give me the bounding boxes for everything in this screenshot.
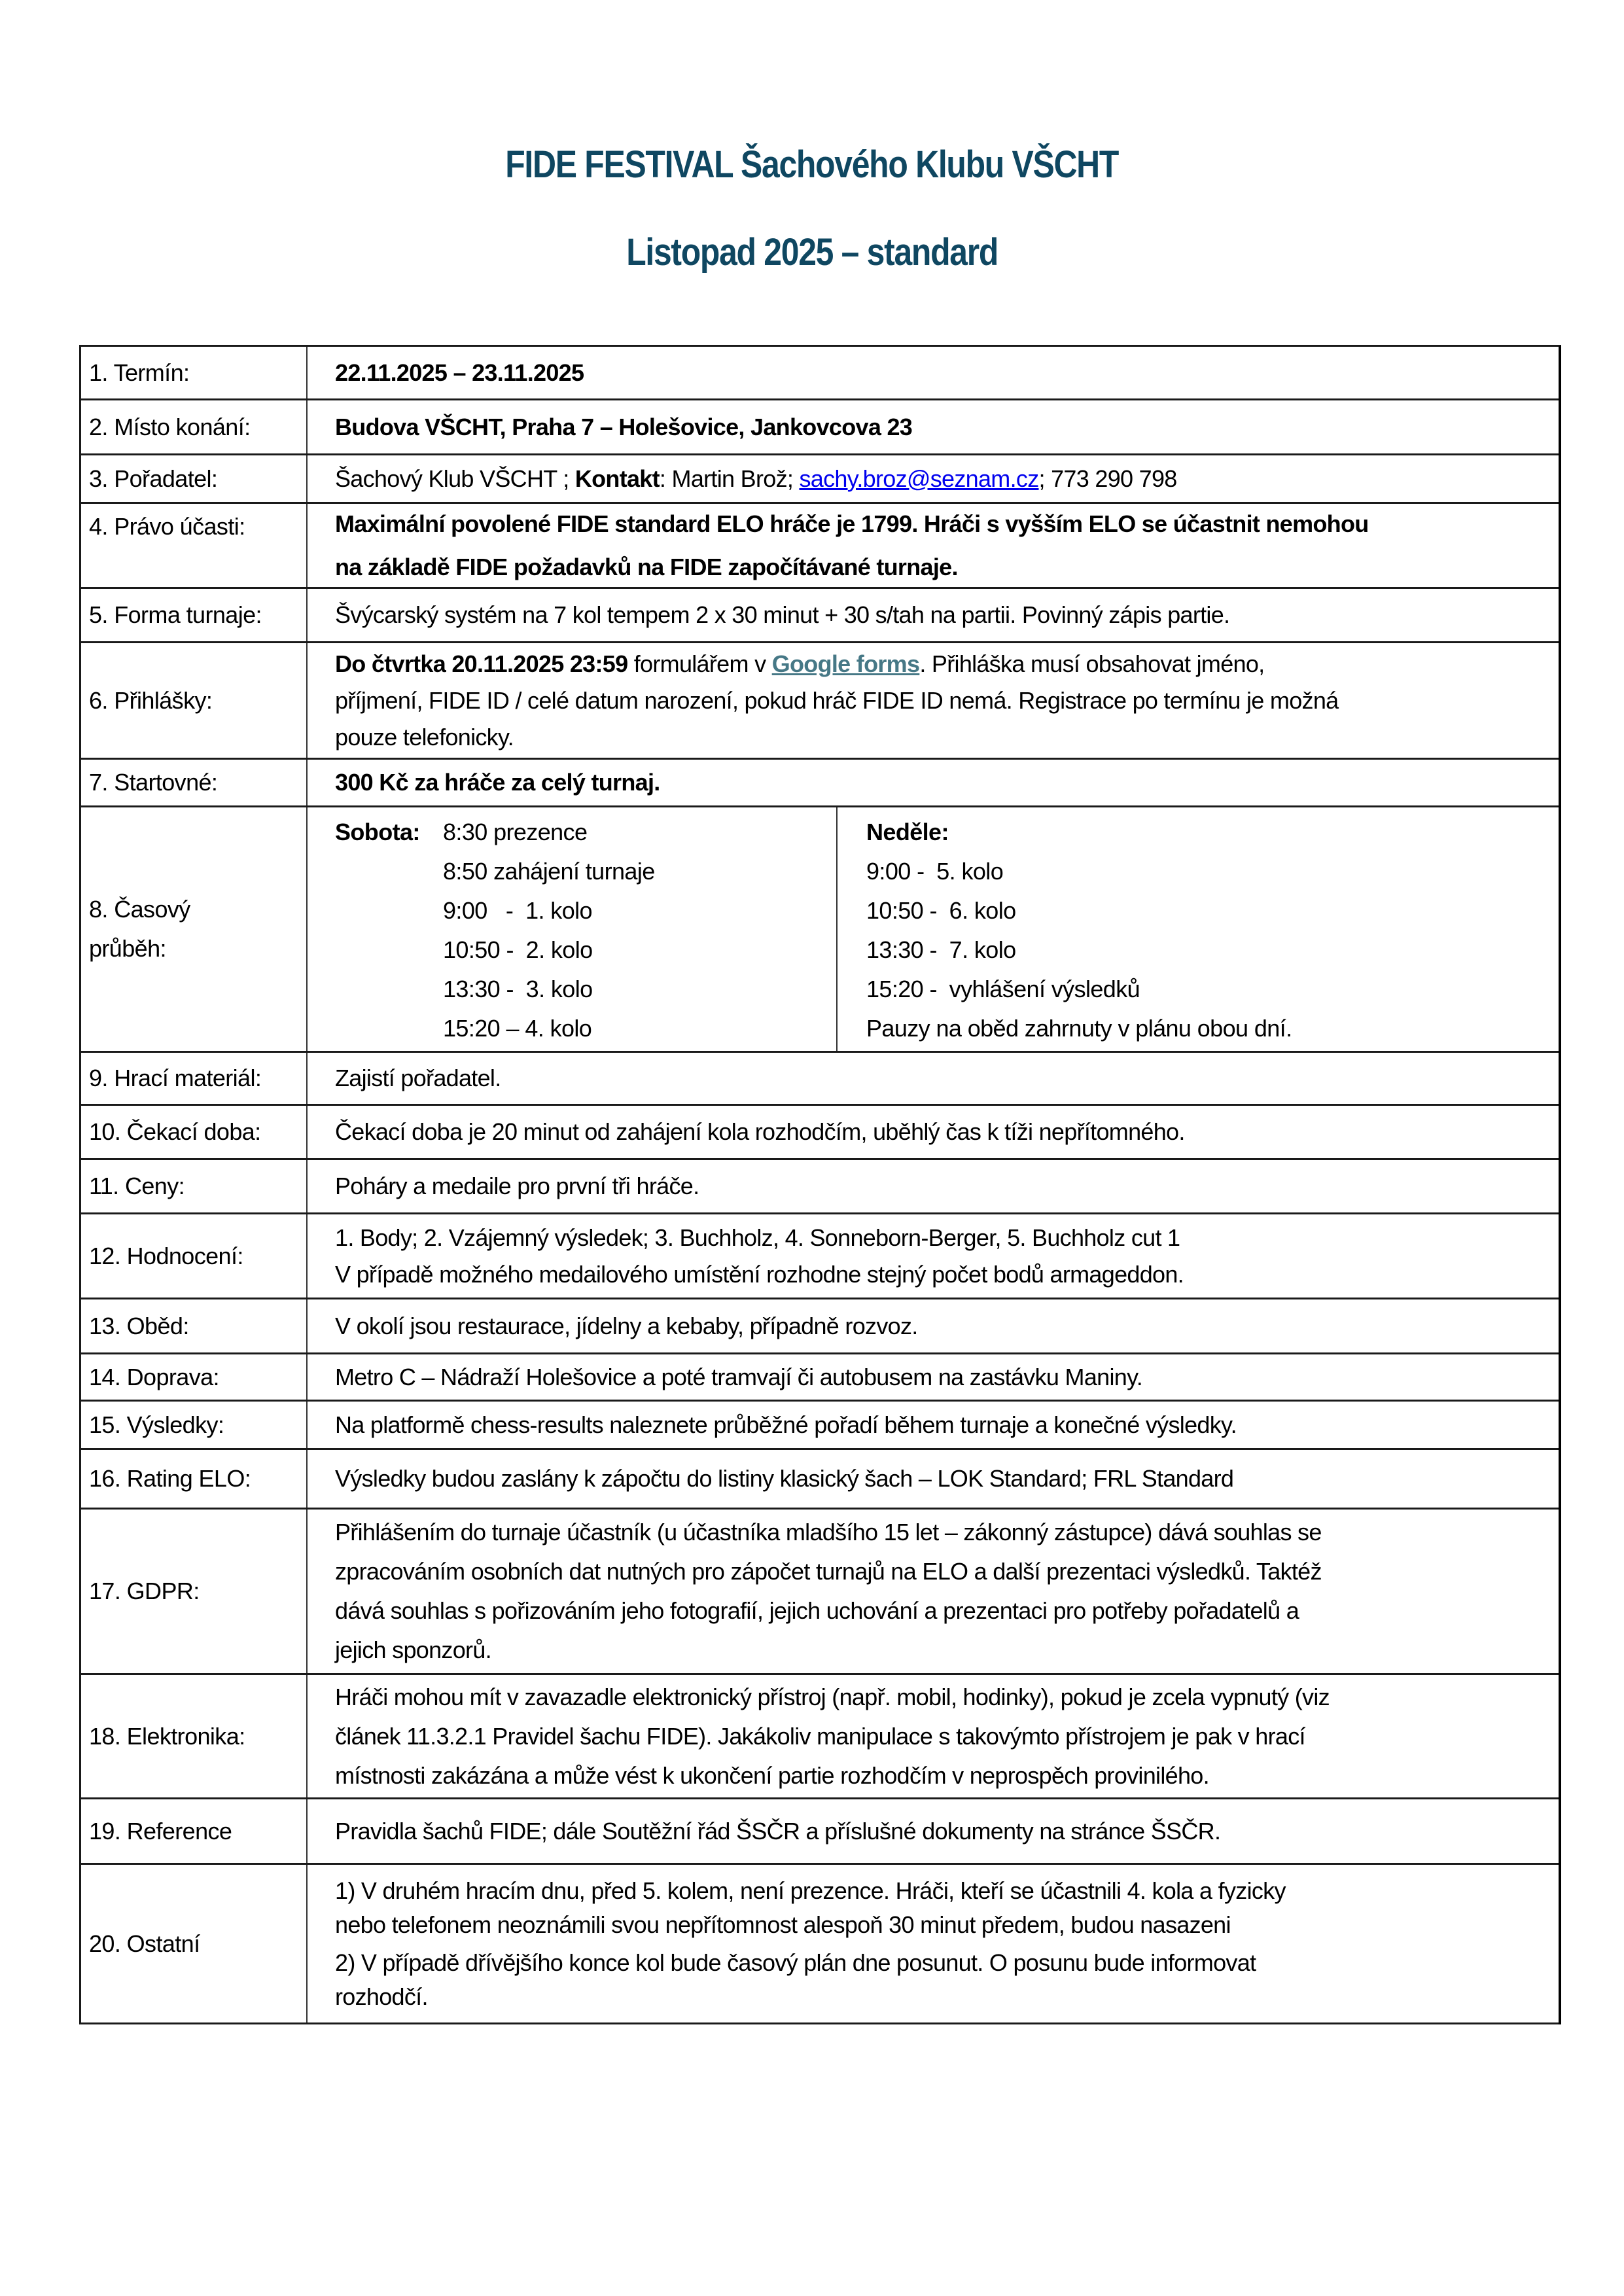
table-row-termin xyxy=(81,347,1559,400)
table-row-entry-fee xyxy=(81,760,1559,807)
row-value xyxy=(308,1450,1559,1508)
schedule-label-line: 8. Časový xyxy=(89,896,190,923)
table-row-eligibility xyxy=(81,504,1559,589)
electronics-line: místnosti zakázána a může vést k ukončení partie rozhodčím v neprospěch provinilého. xyxy=(335,1761,1209,1789)
rating-text: Výsledky budou zaslány k zápočtu do listiny klasický šach – LOK Standard; FRL Standard xyxy=(335,1465,1234,1492)
gdpr-line: zpracováním osobních dat nutných pro zápočet turnajů na ELO a další prezentaci výsledků. Taktéž xyxy=(335,1558,1322,1585)
tiebreak-line: 1. Body; 2. Vzájemný výsledek; 3. Buchholz, 4. Sonneborn-Berger, 5. Buchholz cut 1 xyxy=(335,1224,1180,1251)
schedule-item: 15:20 - vyhlášení výsledků xyxy=(866,976,1140,1002)
row-value xyxy=(308,1354,1559,1400)
schedule-time: 10:50 - 2. kolo xyxy=(443,936,593,963)
row-label xyxy=(81,807,308,1051)
row-value xyxy=(308,455,1559,502)
row-value xyxy=(308,1053,1559,1104)
table-row-waiting-time xyxy=(81,1106,1559,1160)
table-row-gdpr xyxy=(81,1510,1559,1675)
row-value xyxy=(308,1402,1559,1448)
schedule-saturday xyxy=(308,807,838,1051)
registration-via: formulářem v xyxy=(627,650,772,677)
google-forms-link[interactable]: Google forms xyxy=(771,650,920,677)
schedule-item xyxy=(335,813,836,852)
schedule-item xyxy=(335,891,836,930)
prizes-text: Poháry a medaile pro první tři hráče. xyxy=(335,1173,699,1199)
schedule-item xyxy=(335,970,836,1009)
registration-requirements: . Přihláška musí obsahovat jméno, xyxy=(919,650,1265,677)
row-label: 19. Reference xyxy=(81,1799,308,1863)
row-label: 13. Oběd: xyxy=(81,1299,308,1352)
date-range: 22.11.2025 – 23.11.2025 xyxy=(335,359,584,386)
table-row-rating xyxy=(81,1450,1559,1510)
row-value xyxy=(308,1675,1559,1797)
email-link[interactable]: sachy.broz@seznam.cz xyxy=(799,465,1039,492)
row-label: 16. Rating ELO: xyxy=(81,1450,308,1508)
equipment-text: Zajistí pořadatel. xyxy=(335,1065,501,1091)
table-row-venue xyxy=(81,400,1559,455)
schedule xyxy=(308,807,1559,1051)
table-row-transport xyxy=(81,1354,1559,1402)
eligibility-line: Maximální povolené FIDE standard ELO hráče je 1799. Hráči s vyšším ELO se účastnit nemohou xyxy=(335,510,1369,537)
row-label: 2. Místo konání: xyxy=(81,400,308,453)
contact-label: Kontakt xyxy=(574,465,660,492)
row-label: 14. Doprava: xyxy=(81,1354,308,1400)
schedule-item xyxy=(335,1009,836,1048)
schedule-time: 15:20 – 4. kolo xyxy=(443,1015,592,1042)
row-label: 17. GDPR: xyxy=(81,1510,308,1673)
waiting-time-text: Čekací doba je 20 minut od zahájení kola rozhodčím, uběhlý čas k tíži nepřítomného. xyxy=(335,1118,1185,1145)
organizer-name: Šachový Klub VŠCHT ; xyxy=(335,465,575,492)
row-label: 4. Právo účasti: xyxy=(81,504,308,587)
schedule-item: 9:00 - 5. kolo xyxy=(866,858,1004,885)
schedule-time: 8:50 zahájení turnaje xyxy=(443,858,655,885)
document-title xyxy=(0,143,1624,186)
table-row-lunch xyxy=(81,1299,1559,1354)
schedule-item: 13:30 - 7. kolo xyxy=(866,936,1016,963)
row-value xyxy=(308,643,1559,758)
row-value xyxy=(308,1510,1559,1673)
row-value xyxy=(308,1160,1559,1212)
table-row-reference xyxy=(81,1799,1559,1865)
table-row-prizes xyxy=(81,1160,1559,1214)
table-row-registration xyxy=(81,643,1559,760)
format-text: Švýcarský systém na 7 kol tempem 2 x 30 minut + 30 s/tah na partii. Povinný zápis partie. xyxy=(335,601,1230,628)
row-value xyxy=(308,1214,1559,1298)
table-row-format xyxy=(81,589,1559,643)
gdpr-line: dává souhlas s pořizováním jeho fotografií, jejich uchování a prezentaci pro potřeby pořadatelů a xyxy=(335,1597,1299,1624)
gdpr-line: Přihlášením do turnaje účastník (u účastníka mladšího 15 let – zákonný zástupce) dává souhlas se xyxy=(335,1519,1322,1545)
registration-line: pouze telefonicky. xyxy=(335,723,514,751)
row-label: 5. Forma turnaje: xyxy=(81,589,308,641)
contact-name: : Martin Brož; xyxy=(659,465,800,492)
schedule-label-line: průběh: xyxy=(89,935,166,962)
electronics-line: Hráči mohou mít v zavazadle elektronický přístroj (např. mobil, hodinky), pokud je zcela vypnutý (viz xyxy=(335,1683,1330,1710)
schedule-item xyxy=(335,930,836,970)
other-line: 1) V druhém hracím dnu, před 5. kolem, není prezence. Hráči, kteří se účastnili 4. kola a fyzicky xyxy=(335,1877,1286,1904)
venue-address: Budova VŠCHT, Praha 7 – Holešovice, Jankovcova 23 xyxy=(335,413,913,440)
tiebreak-line: V případě možného medailového umístění rozhodne stejný počet bodů armageddon. xyxy=(335,1260,1184,1288)
schedule-time: 9:00 - 1. kolo xyxy=(443,897,592,924)
entry-fee: 300 Kč za hráče za celý turnaj. xyxy=(335,769,660,796)
other-line: 2) V případě dřívějšího konce kol bude časový plán dne posunut. O posunu bude informovat xyxy=(335,1949,1256,1976)
row-label: 10. Čekací doba: xyxy=(81,1106,308,1158)
row-value xyxy=(308,347,1559,398)
document-title-text: FIDE FESTIVAL Šachového Klubu VŠCHT xyxy=(505,143,1119,186)
table-row-results xyxy=(81,1402,1559,1450)
row-label: 1. Termín: xyxy=(81,347,308,398)
row-value xyxy=(308,1865,1559,2022)
registration-deadline: Do čtvrtka 20.11.2025 23:59 xyxy=(335,650,628,677)
row-label: 20. Ostatní xyxy=(81,1865,308,2022)
table-row-electronics xyxy=(81,1675,1559,1799)
row-label: 12. Hodnocení: xyxy=(81,1214,308,1298)
transport-text: Metro C – Nádraží Holešovice a poté tramvají či autobusem na zastávku Maniny. xyxy=(335,1363,1143,1390)
organizer-line xyxy=(335,459,1548,499)
eligibility-line: na základě FIDE požadavků na FIDE započítávané turnaje. xyxy=(335,553,958,580)
registration-line: příjmení, FIDE ID / celé datum narození, pokud hráč FIDE ID nemá. Registrace po termínu je možná xyxy=(335,686,1339,714)
lunch-text: V okolí jsou restaurace, jídelny a kebaby, případně rozvoz. xyxy=(335,1312,918,1339)
results-text: Na platformě chess-results naleznete průběžné pořadí během turnaje a konečné výsledky. xyxy=(335,1411,1237,1438)
document-subtitle xyxy=(0,230,1624,274)
contact-phone: ; 773 290 798 xyxy=(1038,465,1177,492)
table-row-schedule xyxy=(81,807,1559,1053)
schedule-item xyxy=(335,852,836,891)
row-value xyxy=(308,760,1559,805)
table-row-organizer xyxy=(81,455,1559,504)
row-label: 15. Výsledky: xyxy=(81,1402,308,1448)
row-value xyxy=(308,589,1559,641)
row-value xyxy=(308,504,1559,587)
schedule-time: 13:30 - 3. kolo xyxy=(443,976,593,1002)
other-line: nebo telefonem neoznámili svou nepřítomnost alespoň 30 minut předem, budou nasazeni xyxy=(335,1911,1231,1938)
electronics-line: článek 11.3.2.1 Pravidel šachu FIDE). Jakákoliv manipulace s takovýmto přístrojem je pak v hrací xyxy=(335,1722,1305,1750)
row-value xyxy=(308,1799,1559,1863)
reference-text: Pravidla šachů FIDE; dále Soutěžní řád ŠSČR a příslušné dokumenty na stránce ŠSČR. xyxy=(335,1817,1221,1845)
table-row-equipment xyxy=(81,1053,1559,1106)
row-value xyxy=(308,1299,1559,1352)
registration-line xyxy=(335,646,1548,682)
tournament-info-table xyxy=(79,345,1561,2024)
row-label: 11. Ceny: xyxy=(81,1160,308,1212)
schedule-item: 10:50 - 6. kolo xyxy=(866,897,1016,924)
schedule-note: Pauzy na oběd zahrnuty v plánu obou dní. xyxy=(866,1015,1292,1042)
row-value xyxy=(308,1106,1559,1158)
row-label: 3. Pořadatel: xyxy=(81,455,308,502)
gdpr-line: jejich sponzorů. xyxy=(335,1636,491,1663)
day-label: Neděle: xyxy=(866,819,949,845)
table-row-other xyxy=(81,1865,1559,2024)
row-label: 18. Elektronika: xyxy=(81,1675,308,1797)
table-row-tiebreaks xyxy=(81,1214,1559,1299)
row-label: 9. Hrací materiál: xyxy=(81,1053,308,1104)
other-line: rozhodčí. xyxy=(335,1983,428,2010)
schedule-sunday xyxy=(838,807,1559,1051)
row-value xyxy=(308,400,1559,453)
row-label: 7. Startovné: xyxy=(81,760,308,805)
day-label: Sobota: xyxy=(335,819,420,845)
document-subtitle-text: Listopad 2025 – standard xyxy=(626,231,998,274)
schedule-time: 8:30 prezence xyxy=(443,819,588,845)
row-label: 6. Přihlášky: xyxy=(81,643,308,758)
